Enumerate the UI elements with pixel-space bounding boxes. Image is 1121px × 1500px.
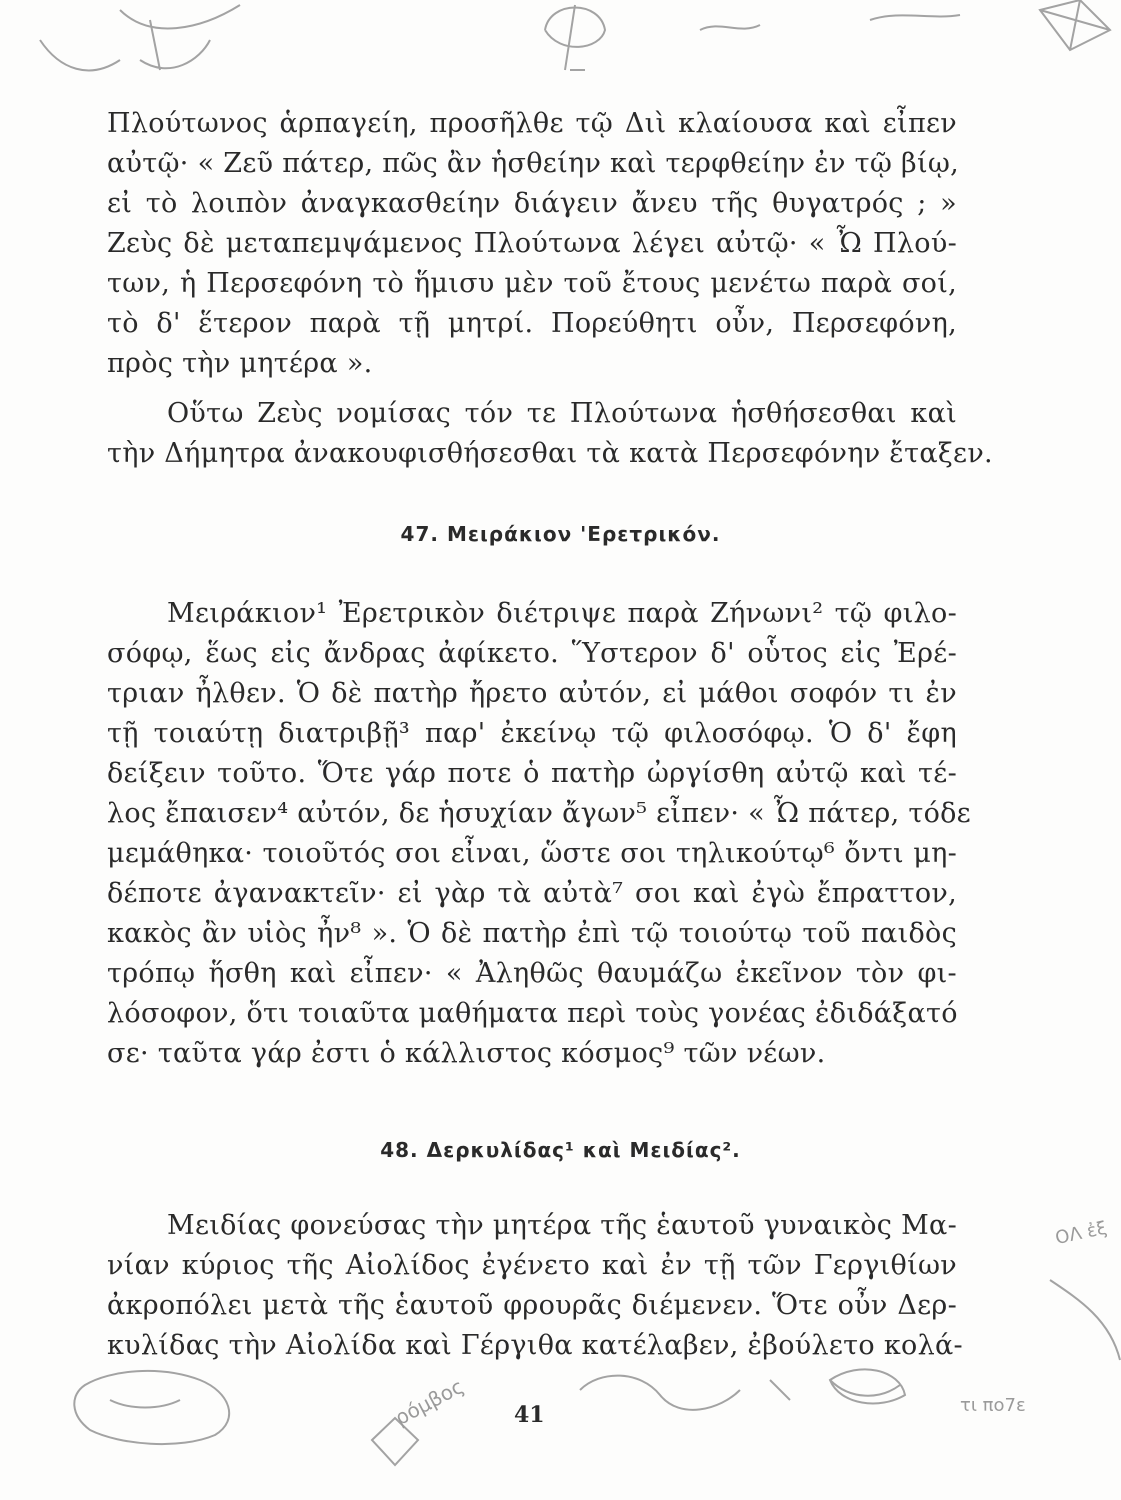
section-47-heading: 47. Μειράκιον 'Ερετρικόν. — [400, 522, 721, 546]
text-line: κυλίδας τὴν Αἰολίδα καὶ Γέργιθα κατέλαβεν, ἐβούλετο κολά- — [107, 1330, 963, 1361]
text-line: τὴν Δήμητρα ἀνακουφισθήσεσθαι τὰ κατὰ Περσεφόνην ἔταξεν. — [107, 438, 993, 469]
text-line: αὐτῷ· « Ζεῦ πάτερ, πῶς ἂν ἡσθείην καὶ τερφθείην ἐν τῷ βίῳ, — [107, 148, 960, 179]
text-line: Μειράκιον¹ Ἐρετρικὸν διέτριψε παρὰ Ζήνωνι² τῷ φιλο- — [167, 598, 957, 629]
section-48-text — [107, 1206, 963, 1366]
intro-paragraph — [107, 104, 960, 384]
text-line: των, ἡ Περσεφόνη τὸ ἥμισυ μὲν τοῦ ἔτους μενέτω παρὰ σοί, — [107, 268, 957, 299]
text-line: Ζεὺς δὲ μεταπεμψάμενος Πλούτωνα λέγει αὐτῷ· « Ὦ Πλού- — [107, 228, 957, 259]
text-line: Οὕτω Ζεὺς νομίσας τόν τε Πλούτωνα ἡσθήσεσθαι καὶ — [167, 398, 957, 429]
text-line: νίαν κύριος τῆς Αἰολίδος ἐγένετο καὶ ἐν τῇ τῶν Γεργιθίων — [107, 1250, 957, 1281]
right-margin-scribble: ΟΛ ἐξ — [1053, 1217, 1109, 1250]
text-line: μεμάθηκα· τοιοῦτός σοι εἶναι, ὥστε σοι τηλικούτῳ⁶ ὄντι μη- — [107, 838, 957, 869]
text-line: Μειδίας φονεύσας τὴν μητέρα τῆς ἑαυτοῦ γυναικὸς Μα- — [167, 1210, 957, 1241]
text-line: τρόπῳ ἥσθη καὶ εἶπεν· « Ἀληθῶς θαυμάζω ἐκεῖνον τὸν φι- — [107, 958, 957, 989]
text-line: τὸ δ' ἕτερον παρὰ τῇ μητρί. Πορεύθητι οὖν, Περσεφόνη, — [107, 308, 957, 339]
bottom-right-wave — [580, 1376, 900, 1410]
text-line: ἀκροπόλει μετὰ τῆς ἑαυτοῦ φρουρᾶς διέμενεν. Ὅτε οὖν Δερ- — [107, 1290, 957, 1321]
bottom-scribble-word: ρόμβος — [390, 1373, 468, 1431]
text-line: πρὸς τὴν μητέρα ». — [107, 348, 373, 379]
text-line: κακὸς ἂν υἱὸς ἦν⁸ ». Ὁ δὲ πατὴρ ἐπὶ τῷ τοιούτῳ τοῦ παιδὸς — [107, 918, 957, 949]
bottom-left-wreath — [74, 1371, 229, 1444]
text-line: τῇ τοιαύτῃ διατριβῇ³ παρ' ἐκείνῳ τῷ φιλοσόφῳ. Ὁ δ' ἔφη — [107, 718, 957, 749]
text-line: λος ἔπαισεν⁴ αὐτόν, δε ἡσυχίαν ἄγων⁵ εἶπεν· « Ὦ πάτερ, τόδε — [107, 798, 971, 829]
text-line: σόφῳ, ἕως εἰς ἄνδρας ἀφίκετο. Ὕστερον δ' οὗτος εἰς Ἐρέ- — [107, 638, 957, 669]
text-line: Πλούτωνος ἁρπαγείη, προσῆλθε τῷ Διὶ κλαίουσα καὶ εἶπεν — [107, 108, 957, 139]
text-line: τριαν ἦλθεν. Ὁ δὲ πατὴρ ἤρετο αὐτόν, εἰ μάθοι σοφόν τι ἐν — [107, 678, 957, 709]
text-line: εἰ τὸ λοιπὸν ἀναγκασθείην διάγειν ἄνευ τῆς θυγατρός ; » — [107, 188, 957, 219]
text-line: δείξειν τοῦτο. Ὅτε γάρ ποτε ὁ πατὴρ ὠργίσθη αὐτῷ καὶ τέ- — [107, 758, 957, 789]
top-right-diamond-icon — [1040, 0, 1110, 50]
tree-sketch-icon — [545, 5, 605, 70]
bottom-right-leaf — [830, 1369, 905, 1403]
top-left-doodle — [40, 5, 240, 70]
section-48-heading: 48. Δερκυλίδας¹ καὶ Μειδίας². — [380, 1138, 741, 1162]
section-47-text — [107, 594, 971, 1074]
closing-paragraph — [107, 394, 993, 474]
page-number: 41 — [514, 1402, 545, 1428]
text-line: λόσοφον, ὅτι τοιαῦτα μαθήματα περὶ τοὺς γονέας ἐδιδάξατό — [107, 998, 958, 1029]
text-line: δέποτε ἀγανακτεῖν· εἰ γὰρ τὰ αὐτὰ⁷ σοι καὶ ἐγὼ ἔπραττον, — [107, 878, 957, 909]
bottom-right-scribble: τι πο7ε — [960, 1395, 1026, 1416]
right-margin-doodle — [1050, 1280, 1120, 1360]
text-line: σε· ταῦτα γάρ ἐστι ὁ κάλλιστος κόσμος⁹ τῶν νέων. — [107, 1038, 826, 1069]
